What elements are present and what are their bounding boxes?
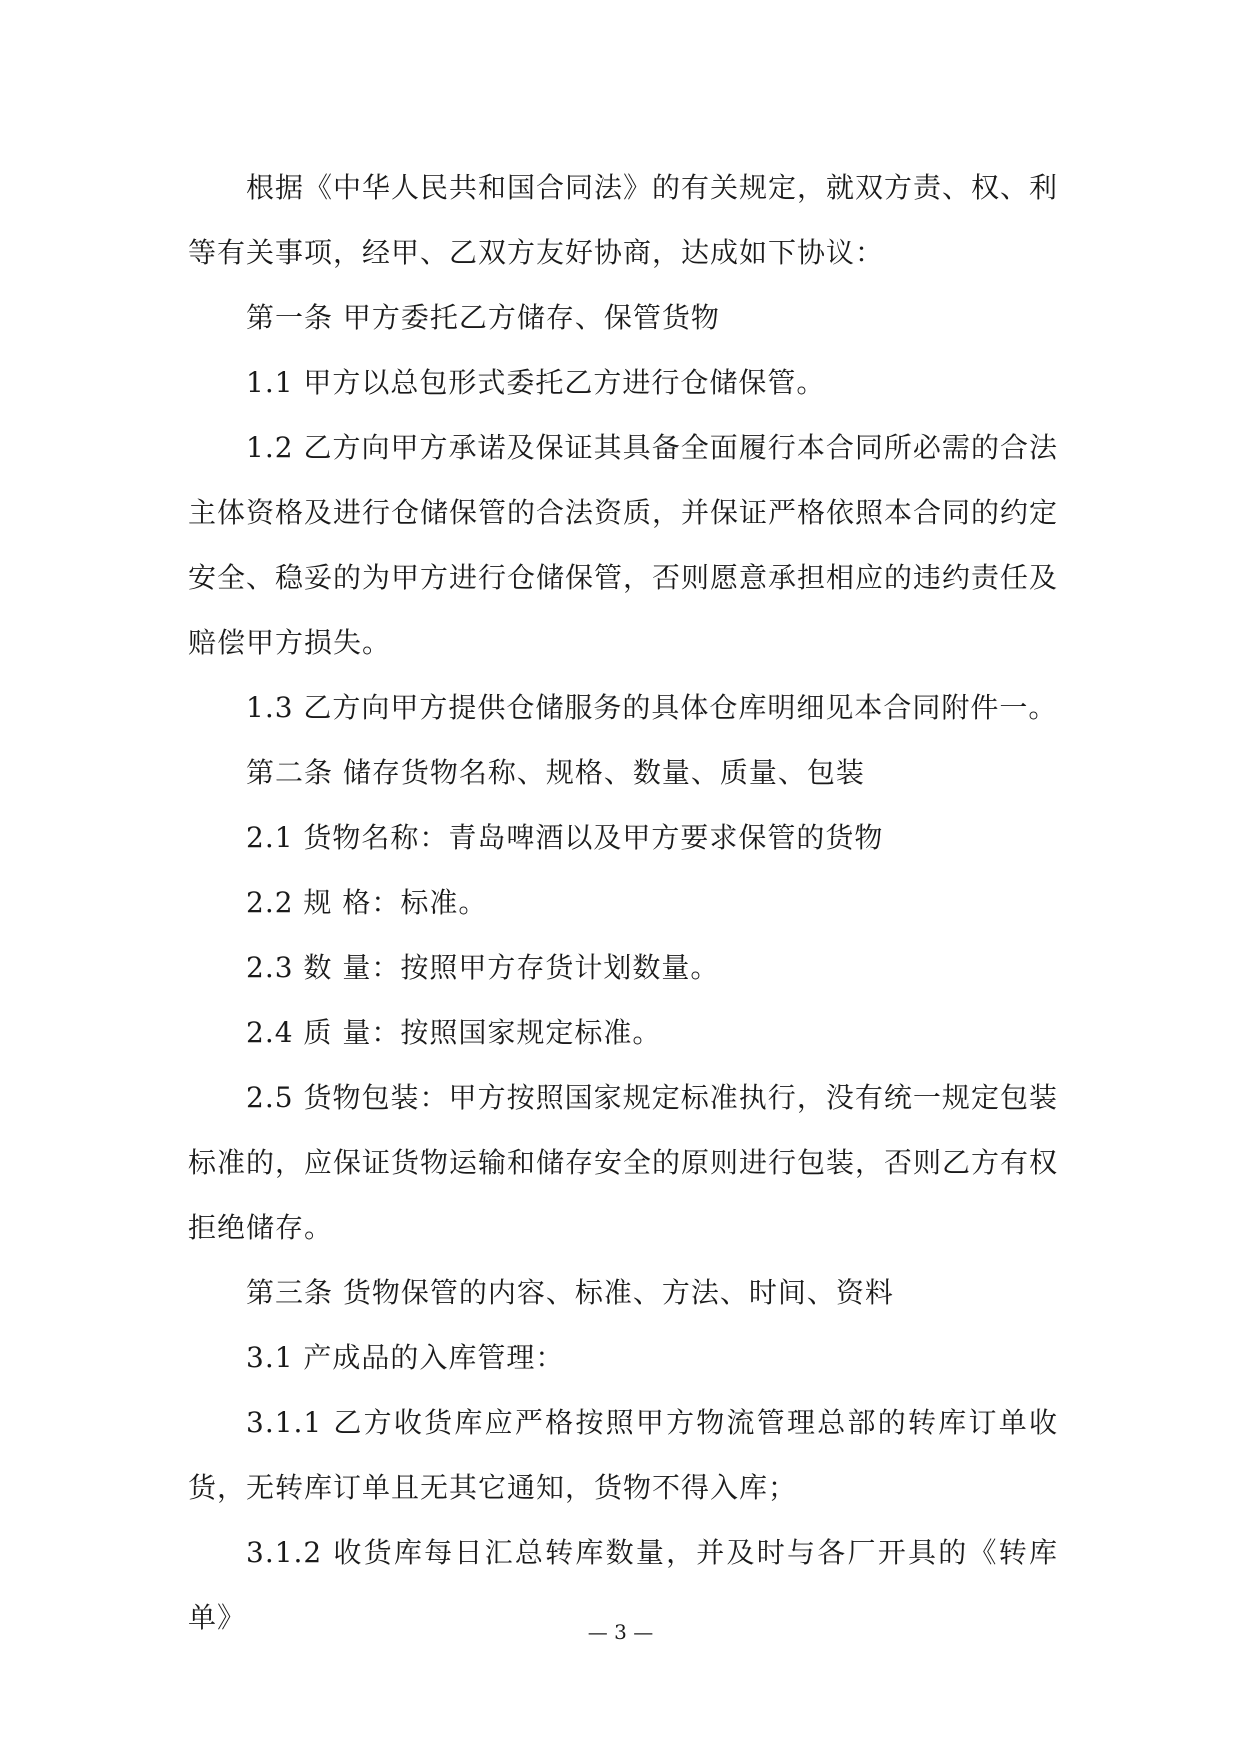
article-1-heading: 第一条 甲方委托乙方储存、保管货物 bbox=[246, 301, 720, 334]
clause-1-1: 1.1 甲方以总包形式委托乙方进行仓储保管。 bbox=[246, 366, 826, 399]
clause-1-2: 1.2 乙方向甲方承诺及保证其具备全面履行本合同所必需的合法主体资格及进行仓储保管的合法资质，并保证严格依照本合同的约定安全、稳妥的为甲方进行仓储保管，否则愿意承担相应的违约责任及赔偿甲方损失。 bbox=[188, 431, 1059, 659]
clause-3-1-1: 3.1.1 乙方收货库应严格按照甲方物流管理总部的转库订单收货，无转库订单且无其它通知，货物不得入库； bbox=[188, 1406, 1058, 1504]
clause-2-5: 2.5 货物包装：甲方按照国家规定标准执行，没有统一规定包装标准的，应保证货物运输和储存安全的原则进行包装，否则乙方有权拒绝储存。 bbox=[188, 1081, 1059, 1244]
clause-2-3: 2.3 数 量：按照甲方存货计划数量。 bbox=[246, 951, 720, 984]
clause-2-2: 2.2 规 格：标准。 bbox=[246, 886, 488, 919]
article-2-heading: 第二条 储存货物名称、规格、数量、质量、包装 bbox=[246, 756, 865, 789]
page-number: — 3 — bbox=[587, 1620, 654, 1644]
clause-3-1-2: 3.1.2 收货库每日汇总转库数量，并及时与各厂开具的《转库单》 bbox=[188, 1536, 1058, 1634]
clause-1-3: 1.3 乙方向甲方提供仓储服务的具体仓库明细见本合同附件一。 bbox=[246, 691, 1058, 724]
document-body bbox=[188, 155, 1058, 1650]
clause-2-4: 2.4 质 量：按照国家规定标准。 bbox=[246, 1016, 662, 1049]
clause-2-1: 2.1 货物名称：青岛啤酒以及甲方要求保管的货物 bbox=[246, 821, 884, 854]
paragraph-intro: 根据《中华人民共和国合同法》的有关规定，就双方责、权、利等有关事项，经甲、乙双方友好协商，达成如下协议： bbox=[188, 171, 1059, 269]
clause-3-1: 3.1 产成品的入库管理： bbox=[246, 1341, 565, 1374]
article-3-heading: 第三条 货物保管的内容、标准、方法、时间、资料 bbox=[246, 1276, 894, 1309]
